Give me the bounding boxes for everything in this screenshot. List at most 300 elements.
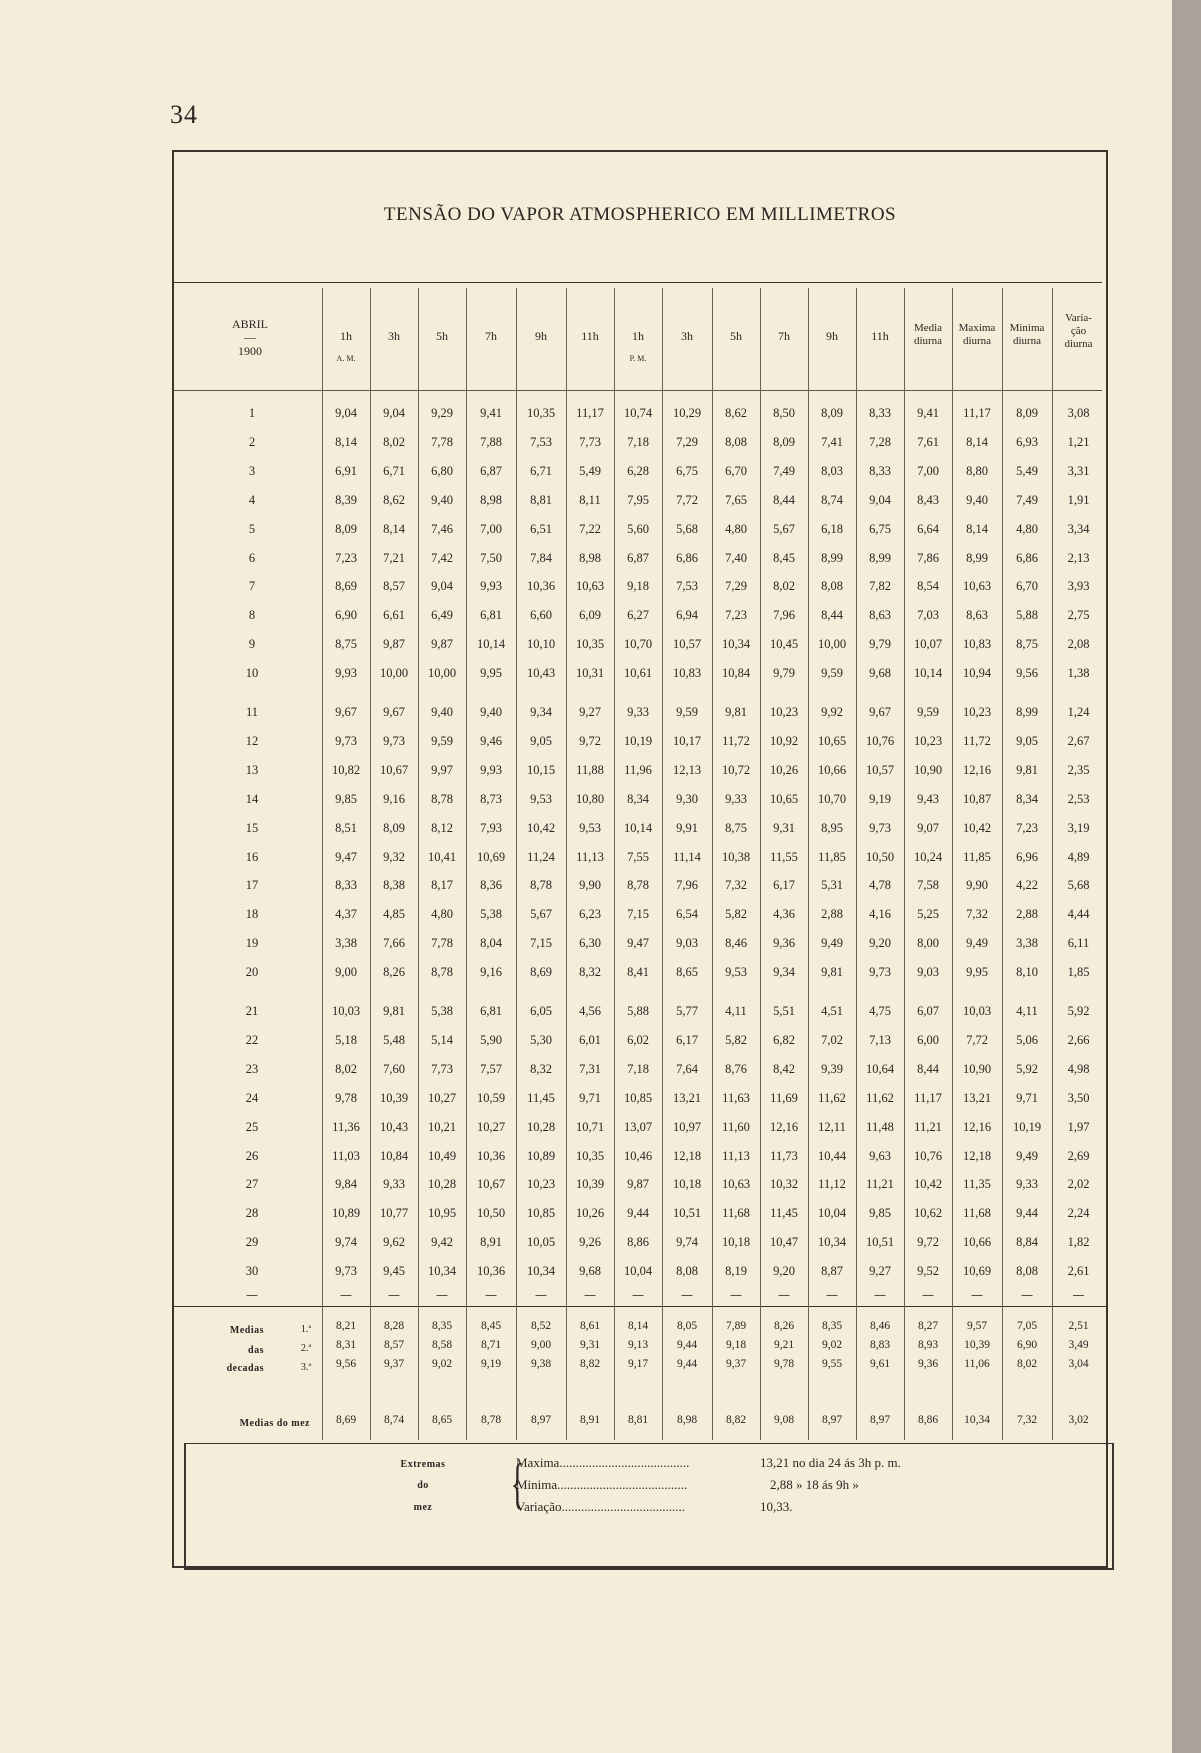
table-cell: 10,32 xyxy=(769,1177,799,1192)
header-variacao xyxy=(1052,312,1105,351)
table-cell: 11,45 xyxy=(527,1090,555,1105)
decade-mean-cell: 9,19 xyxy=(480,1358,502,1370)
table-cell: 9,49 xyxy=(966,936,988,951)
table-cell: 9,40 xyxy=(966,492,988,507)
table-cell: 9,05 xyxy=(1016,733,1038,748)
table-row-day: 23 xyxy=(245,1061,259,1076)
table-cell: 10,66 xyxy=(962,1235,992,1250)
decade-mean-cell: 8,45 xyxy=(480,1320,502,1332)
table-cell: 10,42 xyxy=(913,1177,943,1192)
dash-cell: — xyxy=(436,1288,448,1302)
table-cell: 12,11 xyxy=(818,1119,846,1134)
decade-mark: 3.ª xyxy=(300,1362,312,1373)
table-cell: 9,56 xyxy=(1016,666,1038,681)
decade-mean-cell: 9,37 xyxy=(725,1358,747,1370)
table-cell: 4,22 xyxy=(1016,878,1038,893)
decade-mean-cell: 7,89 xyxy=(725,1320,747,1332)
table-cell: 10,85 xyxy=(526,1206,556,1221)
decade-mean-cell: 8,35 xyxy=(431,1320,453,1332)
table-cell: 8,09 xyxy=(383,820,405,835)
table-cell: 7,88 xyxy=(480,434,502,449)
table-cell: 5,90 xyxy=(480,1032,502,1047)
table-cell: 8,86 xyxy=(627,1235,649,1250)
dash-cell: — xyxy=(584,1288,596,1302)
table-cell: 10,97 xyxy=(672,1119,702,1134)
decade-mark: 2.ª xyxy=(300,1343,312,1354)
table-cell: 8,63 xyxy=(966,608,988,623)
table-cell: 6,71 xyxy=(530,463,552,478)
table-cell: 2,24 xyxy=(1067,1206,1090,1221)
table-cell: 8,14 xyxy=(383,521,405,536)
table-cell: 11,24 xyxy=(527,849,555,864)
decade-mean-cell: 9,55 xyxy=(821,1358,843,1370)
header-hour: 1h xyxy=(632,329,644,343)
table-cell: 2,53 xyxy=(1067,791,1090,806)
table-cell: 7,86 xyxy=(917,550,939,565)
table-row-day: 14 xyxy=(245,791,259,806)
table-cell: 8,04 xyxy=(480,936,502,951)
table-cell: 7,18 xyxy=(627,434,649,449)
table-cell: 9,53 xyxy=(579,820,601,835)
decade-mean-cell: 10,39 xyxy=(964,1339,990,1351)
month-mean-cell: 8,91 xyxy=(579,1414,601,1426)
header-top-line xyxy=(172,282,1102,283)
table-cell: 10,65 xyxy=(817,733,847,748)
table-cell: 4,78 xyxy=(869,878,891,893)
header-variacao-line: Varia- xyxy=(1065,312,1092,324)
table-cell: 2,88 xyxy=(1016,907,1038,922)
table-cell: 10,51 xyxy=(865,1235,895,1250)
table-cell: 7,32 xyxy=(725,878,747,893)
table-cell: 8,41 xyxy=(627,965,649,980)
decade-mean-cell: 8,21 xyxy=(335,1320,357,1332)
table-cell: 9,73 xyxy=(335,1264,357,1279)
table-cell: 9,41 xyxy=(480,406,502,420)
table-cell: 8,02 xyxy=(335,1061,357,1076)
table-cell: 3,34 xyxy=(1067,521,1090,536)
table-row-day: 22 xyxy=(245,1032,259,1047)
table-cell: 8,57 xyxy=(383,579,405,594)
header-hour: 3h xyxy=(681,329,693,343)
decade-mean-cell: 9,36 xyxy=(917,1358,939,1370)
header-media-line: diurna xyxy=(913,335,943,347)
header-month-dash: — xyxy=(244,330,256,344)
table-cell: 4,80 xyxy=(1016,521,1038,536)
header-maxima xyxy=(952,322,1002,348)
table-cell: 10,29 xyxy=(672,406,702,420)
table-cell: 11,62 xyxy=(818,1090,846,1105)
table-cell: 9,59 xyxy=(917,705,939,719)
table-cell: 10,31 xyxy=(575,666,605,681)
header-hour: 9h xyxy=(535,329,547,343)
table-cell: 11,17 xyxy=(576,406,604,420)
table-cell: 10,57 xyxy=(865,762,895,777)
month-mean-cell: 8,97 xyxy=(869,1414,891,1426)
table-cell: 9,81 xyxy=(383,1004,405,1018)
table-cell: 11,88 xyxy=(576,762,604,777)
table-cell: 6,09 xyxy=(579,608,601,623)
table-cell: 8,73 xyxy=(480,791,502,806)
table-cell: 9,03 xyxy=(676,936,698,951)
table-cell: 10,85 xyxy=(623,1090,653,1105)
table-cell: 7,93 xyxy=(480,820,502,835)
table-row-day: 5 xyxy=(248,521,256,536)
table-cell: 10,24 xyxy=(913,849,943,864)
dash-cell: — xyxy=(730,1288,742,1302)
decade-mean-cell: 8,05 xyxy=(676,1320,698,1332)
table-cell: 11,14 xyxy=(673,849,701,864)
table-cell: 10,94 xyxy=(962,666,992,681)
table-cell: 11,63 xyxy=(722,1090,750,1105)
table-cell: 5,18 xyxy=(335,1032,357,1047)
month-mean-cell: 8,97 xyxy=(821,1414,843,1426)
table-cell: 5,38 xyxy=(480,907,502,922)
table-cell: 11,36 xyxy=(332,1119,360,1134)
table-cell: 10,14 xyxy=(623,820,653,835)
table-cell: 10,67 xyxy=(476,1177,506,1192)
table-cell: 2,13 xyxy=(1067,550,1090,565)
table-cell: 9,95 xyxy=(966,965,988,980)
decade-mean-cell: 9,13 xyxy=(627,1339,649,1351)
table-cell: 11,13 xyxy=(576,849,604,864)
table-row-day: 24 xyxy=(245,1090,259,1105)
table-cell: 10,64 xyxy=(865,1061,895,1076)
decade-mean-cell: 8,02 xyxy=(1016,1358,1038,1370)
table-cell: 10,17 xyxy=(672,733,702,748)
table-cell: 9,62 xyxy=(383,1235,405,1250)
table-cell: 9,53 xyxy=(725,965,747,980)
table-cell: 6,17 xyxy=(676,1032,698,1047)
table-cell: 11,21 xyxy=(914,1119,942,1134)
table-cell: 10,89 xyxy=(526,1148,556,1163)
table-cell: 8,69 xyxy=(530,965,552,980)
table-row-day: 1 xyxy=(248,406,256,420)
table-cell: 10,19 xyxy=(1012,1119,1042,1134)
table-cell: 7,53 xyxy=(530,434,552,449)
table-cell: 9,71 xyxy=(579,1090,601,1105)
table-cell: 9,67 xyxy=(383,705,405,719)
table-cell: 10,23 xyxy=(769,705,799,719)
table-cell: 9,39 xyxy=(821,1061,843,1076)
table-cell: 7,21 xyxy=(383,550,405,565)
month-mean-cell: 8,81 xyxy=(627,1414,649,1426)
table-cell: 9,20 xyxy=(869,936,891,951)
table-cell: 5,49 xyxy=(1016,463,1038,478)
decade-mean-cell: 8,57 xyxy=(383,1339,405,1351)
table-cell: 4,51 xyxy=(821,1004,843,1018)
table-cell: 5,60 xyxy=(627,521,649,536)
table-cell: 5,67 xyxy=(530,907,552,922)
table-cell: 10,35 xyxy=(526,406,556,420)
table-cell: 7,58 xyxy=(917,878,939,893)
table-cell: 9,90 xyxy=(579,878,601,893)
table-cell: 8,78 xyxy=(627,878,649,893)
table-cell: 9,72 xyxy=(579,733,601,748)
table-cell: 2,88 xyxy=(821,907,843,922)
table-cell: 6,81 xyxy=(480,608,502,623)
table-cell: 10,42 xyxy=(526,820,556,835)
decade-mean-cell: 8,52 xyxy=(530,1320,552,1332)
table-cell: 10,76 xyxy=(865,733,895,748)
dash-cell: — xyxy=(1021,1288,1033,1302)
decade-mean-cell: 9,17 xyxy=(627,1358,649,1370)
table-cell: 8,11 xyxy=(579,492,601,507)
table-cell: 9,26 xyxy=(579,1235,601,1250)
header-maxima-line: diurna xyxy=(962,335,992,347)
table-cell: 6,90 xyxy=(335,608,357,623)
table-cell: 8,43 xyxy=(917,492,939,507)
table-cell: 7,03 xyxy=(917,608,939,623)
table-cell: 9,63 xyxy=(869,1148,891,1163)
table-cell: 7,00 xyxy=(917,463,939,478)
table-cell: 8,76 xyxy=(725,1061,747,1076)
table-cell: 10,90 xyxy=(913,762,943,777)
table-cell: 5,51 xyxy=(773,1004,795,1018)
header-hour: 3h xyxy=(388,329,400,343)
table-cell: 9,93 xyxy=(480,579,502,594)
decade-mean-cell: 9,21 xyxy=(773,1339,795,1351)
dash-cell: — xyxy=(340,1288,352,1302)
decade-mean-cell: 8,35 xyxy=(821,1320,843,1332)
table-cell: 9,19 xyxy=(869,791,891,806)
table-cell: 9,46 xyxy=(480,733,502,748)
decade-mean-cell: 9,02 xyxy=(431,1358,453,1370)
extremes-maxima-label: Maxima........................................ xyxy=(516,1455,690,1470)
table-cell: 8,17 xyxy=(431,878,453,893)
table-cell: 8,08 xyxy=(821,579,843,594)
table-cell: 6,60 xyxy=(530,608,552,623)
table-cell: 7,95 xyxy=(627,492,649,507)
table-cell: 9,16 xyxy=(383,791,405,806)
table-cell: 9,93 xyxy=(480,762,502,777)
extremes-minima-value: 2,88 » 18 ás 9h » xyxy=(770,1477,859,1492)
table-cell: 11,85 xyxy=(963,849,991,864)
table-cell: 9,73 xyxy=(869,820,891,835)
table-cell: 7,00 xyxy=(480,521,502,536)
table-cell: 8,78 xyxy=(431,791,453,806)
table-cell: 8,12 xyxy=(431,820,453,835)
table-cell: 7,49 xyxy=(1016,492,1038,507)
table-cell: 8,87 xyxy=(821,1264,843,1279)
decade-mean-cell: 9,37 xyxy=(383,1358,405,1370)
table-cell: 10,21 xyxy=(427,1119,457,1134)
table-cell: 11,13 xyxy=(722,1148,750,1163)
month-mean-cell: 8,74 xyxy=(383,1414,405,1426)
table-cell: 9,74 xyxy=(335,1235,357,1250)
table-cell: 9,73 xyxy=(335,733,357,748)
decade-mean-cell: 9,38 xyxy=(530,1358,552,1370)
table-cell: 8,33 xyxy=(335,878,357,893)
table-row-day: 3 xyxy=(248,463,256,478)
table-cell: 10,50 xyxy=(865,849,895,864)
table-cell: 9,79 xyxy=(773,666,795,681)
table-cell: 10,87 xyxy=(962,791,992,806)
table-cell: 9,44 xyxy=(627,1206,649,1221)
table-cell: 4,80 xyxy=(725,521,747,536)
table-cell: 10,50 xyxy=(476,1206,506,1221)
table-cell: 7,72 xyxy=(676,492,698,507)
table-cell: 10,72 xyxy=(721,762,751,777)
table-row-day: 16 xyxy=(245,849,259,864)
table-cell: 9,30 xyxy=(676,791,698,806)
extremes-label-1: Extremas xyxy=(400,1459,446,1470)
table-cell: 4,11 xyxy=(1016,1004,1038,1018)
table-cell: 10,14 xyxy=(476,637,506,652)
table-cell: 7,73 xyxy=(431,1061,453,1076)
table-cell: 10,15 xyxy=(526,762,556,777)
table-cell: 11,21 xyxy=(866,1177,894,1192)
table-row-day: 12 xyxy=(245,733,259,748)
table-cell: 9,79 xyxy=(869,637,891,652)
month-mean-cell: 8,65 xyxy=(431,1414,453,1426)
table-cell: 5,88 xyxy=(1016,608,1038,623)
table-cell: 9,49 xyxy=(821,936,843,951)
dash-cell: — xyxy=(1072,1288,1085,1302)
dash-cell: — xyxy=(485,1288,497,1302)
table-cell: 9,87 xyxy=(627,1177,649,1192)
header-hour: 7h xyxy=(778,329,790,343)
month-mean-cell: 8,86 xyxy=(917,1414,939,1426)
decade-mean-cell: 8,83 xyxy=(869,1339,891,1351)
table-cell: 7,32 xyxy=(966,907,988,922)
table-cell: 10,63 xyxy=(575,579,605,594)
table-cell: 10,41 xyxy=(427,849,457,864)
table-cell: 10,46 xyxy=(623,1148,653,1163)
table-cell: 8,84 xyxy=(1016,1235,1038,1250)
table-cell: 9,04 xyxy=(869,492,891,507)
table-cell: 9,33 xyxy=(627,705,649,719)
table-cell: 10,59 xyxy=(476,1090,506,1105)
table-cell: 11,60 xyxy=(722,1119,750,1134)
table-cell: 6,01 xyxy=(579,1032,601,1047)
table-row-day: 9 xyxy=(248,637,256,652)
decade-mean-cell: 8,61 xyxy=(579,1320,601,1332)
table-cell: 7,55 xyxy=(627,849,649,864)
table-cell: 8,02 xyxy=(383,434,405,449)
header-minima-line: Minima xyxy=(1009,322,1045,334)
table-cell: 10,69 xyxy=(962,1264,992,1279)
table-cell: 8,75 xyxy=(335,637,357,652)
table-cell: 10,27 xyxy=(427,1090,457,1105)
table-cell: 11,03 xyxy=(332,1148,360,1163)
table-cell: 10,27 xyxy=(476,1119,506,1134)
table-cell: 9,59 xyxy=(676,705,698,719)
decade-mean-cell: 7,05 xyxy=(1016,1320,1038,1332)
table-cell: 10,92 xyxy=(769,733,799,748)
dash-cell: — xyxy=(535,1288,547,1302)
table-cell: 9,18 xyxy=(627,579,649,594)
header-media xyxy=(904,322,952,348)
decade-mean-cell: 8,31 xyxy=(335,1339,357,1351)
decade-mean-cell: 8,82 xyxy=(579,1358,601,1370)
table-cell: 2,67 xyxy=(1067,733,1090,748)
table-cell: 10,84 xyxy=(721,666,751,681)
table-cell: 9,90 xyxy=(966,878,988,893)
table-cell: 8,08 xyxy=(676,1264,698,1279)
table-cell: 4,56 xyxy=(579,1004,601,1018)
table-cell: 6,61 xyxy=(383,608,405,623)
table-cell: 9,42 xyxy=(431,1235,453,1250)
table-cell: 9,44 xyxy=(1016,1206,1038,1221)
table-cell: 10,80 xyxy=(575,791,605,806)
table-cell: 10,14 xyxy=(913,666,943,681)
table-cell: 9,45 xyxy=(383,1264,405,1279)
table-row-day: 27 xyxy=(245,1177,259,1192)
table-cell: 9,03 xyxy=(917,965,939,980)
table-cell: 6,05 xyxy=(530,1004,552,1018)
table-cell: 5,25 xyxy=(917,907,939,922)
table-cell: 7,73 xyxy=(579,434,601,449)
table-cell: 10,66 xyxy=(817,762,847,777)
table-cell: 6,11 xyxy=(1067,936,1090,951)
table-cell: 10,00 xyxy=(817,637,847,652)
header-minima xyxy=(1002,322,1052,348)
decade-mean-cell: 9,31 xyxy=(579,1339,601,1351)
table-cell: 4,80 xyxy=(431,907,453,922)
medias-label-2: das xyxy=(248,1345,264,1356)
table-cell: 5,49 xyxy=(579,463,601,478)
table-cell: 6,00 xyxy=(917,1032,939,1047)
extremes-minima-label: Minima........................................ xyxy=(516,1477,688,1492)
extremes-brace: { xyxy=(510,1453,525,1515)
table-cell: 6,49 xyxy=(431,608,453,623)
header-hour: 11h xyxy=(871,329,889,343)
table-cell: 5,92 xyxy=(1067,1004,1090,1018)
table-cell: 1,91 xyxy=(1067,492,1090,507)
table-cell: 7,29 xyxy=(725,579,747,594)
table-cell: 10,35 xyxy=(575,637,605,652)
extremes-variacao-label: Variação...................................... xyxy=(516,1499,685,1514)
table-cell: 10,36 xyxy=(476,1148,506,1163)
table-row-day: 28 xyxy=(245,1206,259,1221)
table-cell: 6,70 xyxy=(1016,579,1038,594)
dash-day: — xyxy=(246,1288,258,1302)
table-cell: 6,54 xyxy=(676,907,698,922)
table-cell: 9,20 xyxy=(773,1264,795,1279)
table-cell: 6,75 xyxy=(676,463,698,478)
decade-mean-cell: 9,56 xyxy=(335,1358,357,1370)
table-cell: 7,66 xyxy=(383,936,405,951)
month-mean-cell: 8,69 xyxy=(335,1414,357,1426)
table-row-day: 26 xyxy=(245,1148,259,1163)
table-cell: 10,67 xyxy=(379,762,409,777)
decade-mean-cell: 9,57 xyxy=(966,1320,988,1332)
table-cell: 7,65 xyxy=(725,492,747,507)
table-row-day: 15 xyxy=(245,820,259,835)
table-cell: 9,49 xyxy=(1016,1148,1038,1163)
decade-mean-cell: 9,78 xyxy=(773,1358,795,1370)
table-cell: 10,00 xyxy=(379,666,409,681)
table-cell: 7,23 xyxy=(335,550,357,565)
table-cell: 10,77 xyxy=(379,1206,409,1221)
table-cell: 8,44 xyxy=(773,492,795,507)
month-mean-cell: 8,78 xyxy=(480,1414,502,1426)
table-cell: 7,40 xyxy=(725,550,747,565)
table-cell: 9,53 xyxy=(530,791,552,806)
table-cell: 8,81 xyxy=(530,492,552,507)
table-cell: 8,33 xyxy=(869,406,891,420)
table-cell: 10,23 xyxy=(526,1177,556,1192)
table-cell: 8,95 xyxy=(821,820,843,835)
table-cell: 9,78 xyxy=(335,1090,357,1105)
header-hour: 5h xyxy=(436,329,448,343)
table-cell: 9,00 xyxy=(335,965,357,980)
table-cell: 10,63 xyxy=(962,579,992,594)
table-cell: 10,61 xyxy=(623,666,653,681)
header-bottom-line xyxy=(172,390,1102,391)
table-cell: 10,04 xyxy=(817,1206,847,1221)
table-cell: 8,54 xyxy=(917,579,939,594)
